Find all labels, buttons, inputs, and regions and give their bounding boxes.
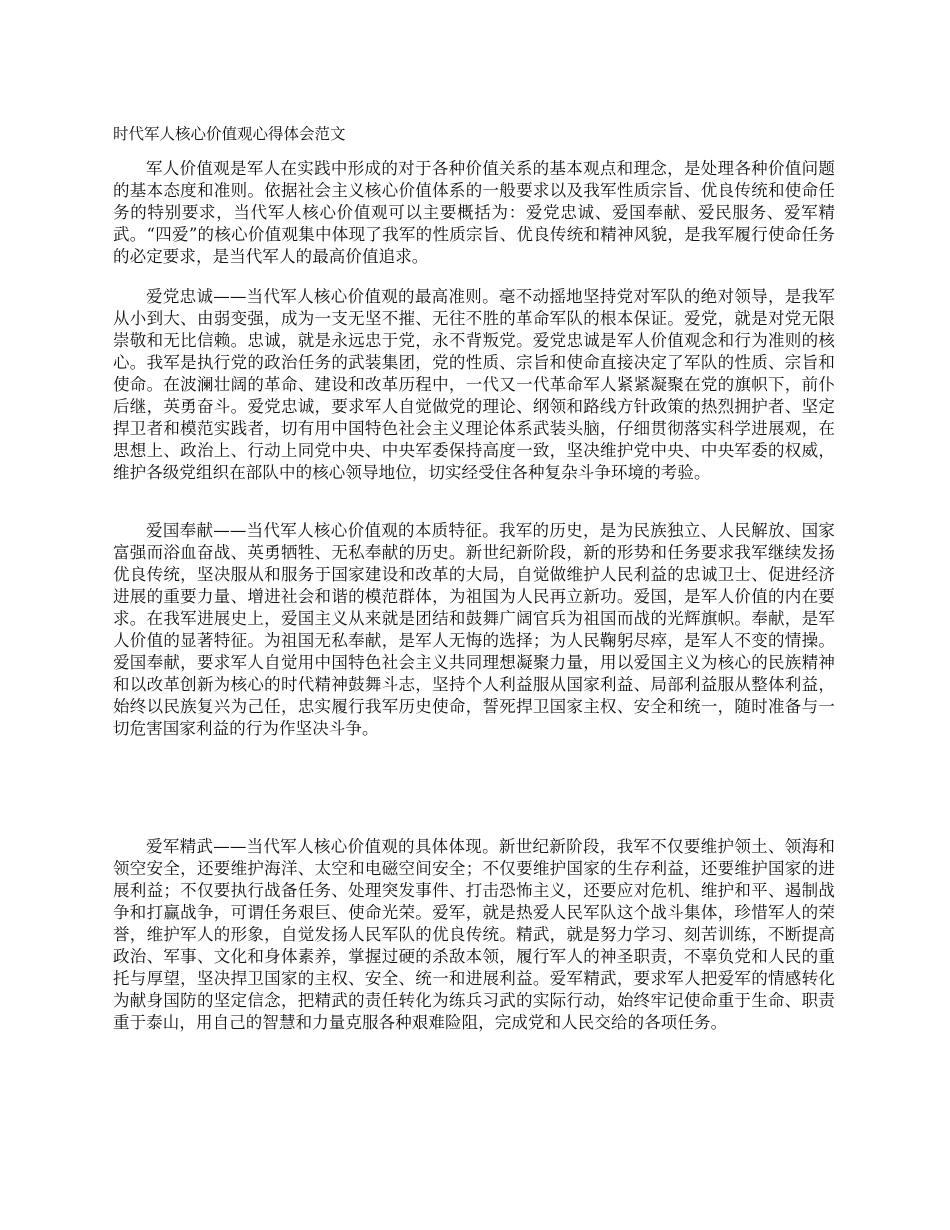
paragraph-love-country-dedication: 爱国奉献——当代军人核心价值观的本质特征。我军的历史，是为民族独立、人民解放、国家富强而浴血奋战、英勇牺牲、无私奉献的历史。新世纪新阶段，新的形势和任务要求我军继续发扬优良传统，坚决服从和服务于国家建设和改革的大局，自觉做维护人民利益的忠诚卫士、促进经济进展的重要力量、增进社会和谐的模范群体，为祖国为人民再立新功。爱国，是军人价值的内在要求。在我军进展史上，爱国主义从来就是团结和鼓舞广阔官兵为祖国而战的光辉旗帜。奉献，是军人价值的显著特征。为祖国无私奉献，是军人无悔的选择；为人民鞠躬尽瘁，是军人不变的情操。爱国奉献，要求军人自觉用中国特色社会主义共同理想凝聚力量，用以爱国主义为核心的民族精神和以改革创新为核心的时代精神鼓舞斗志，坚持个人利益服从国家利益、局部利益服从整体利益，始终以民族复兴为己任，忠实履行我军历史使命，誓死捍卫国家主权、安全和统一，随时准备与一切危害国家利益的行为作坚决斗争。 (113, 521, 835, 738)
paragraph-values-overview: 军人价值观是军人在实践中形成的对于各种价值关系的基本观点和理念，是处理各种价值问题的基本态度和准则。依据社会主义核心价值体系的一般要求以及我军性质宗旨、优良传统和使命任务的特别要求，当代军人核心价值观可以主要概括为：爱党忠诚、爱国奉献、爱民服务、爱军精武。“四爱”的核心价值观集中体现了我军的性质宗旨、优良传统和精神风貌，是我军履行使命任务的必定要求，是当代军人的最高价值追求。 (113, 159, 835, 266)
document-title: 时代军人核心价值观心得体会范文 (113, 125, 346, 143)
paragraph-love-army-skill: 爱军精武——当代军人核心价值观的具体体现。新世纪新阶段，我军不仅要维护领土、领海和领空安全，还要维护海洋、太空和电磁空间安全；不仅要维护国家的生存利益，还要维护国家的进展利益；不仅要执行战备任务、处理突发事件、打击恐怖主义，还要应对危机、维护和平、遏制战争和打赢战争，可谓任务艰巨、使命光荣。爱军，就是热爱人民军队这个战斗集体，珍惜军人的荣誉，维护军人的形象，自觉发扬人民军队的优良传统。精武，就是努力学习、刻苦训练，不断提高政治、军事、文化和身体素养，掌握过硬的杀敌本领，履行军人的神圣职责，不辜负党和人民的重托与厚望，坚决捍卫国家的主权、安全、统一和进展利益。爱军精武，要求军人把爱军的情感转化为献身国防的坚定信念，把精武的责任转化为练兵习武的实际行动，始终牢记使命重于生命、职责重于泰山，用自己的智慧和力量克服各种艰难险阻，完成党和人民交给的各项任务。 (113, 837, 835, 1032)
paragraph-love-party-loyalty: 爱党忠诚——当代军人核心价值观的最高准则。毫不动摇地坚持党对军队的绝对领导，是我军从小到大、由弱变强，成为一支无坚不摧、无往不胜的革命军队的根本保证。爱党，就是对党无限崇敬和无比信赖。忠诚，就是永远忠于党，永不背叛党。爱党忠诚是军人价值观念和行为准则的核心。我军是执行党的政治任务的武装集团，党的性质、宗旨和使命直接决定了军队的性质、宗旨和使命。在波澜壮阔的革命、建设和改革历程中，一代又一代革命军人紧紧凝聚在党的旗帜下，前仆后继，英勇奋斗。爱党忠诚，要求军人自觉做党的理论、纲领和路线方针政策的热烈拥护者、坚定捍卫者和模范实践者，切有用中国特色社会主义理论体系武装头脑，仔细贯彻落实科学进展观，在思想上、政治上、行动上同党中央、中央军委保持高度一致，坚决维护党中央、中央军委的权威，维护各级党组织在部队中的核心领导地位，切实经受住各种复杂斗争环境的考验。 (113, 287, 835, 482)
